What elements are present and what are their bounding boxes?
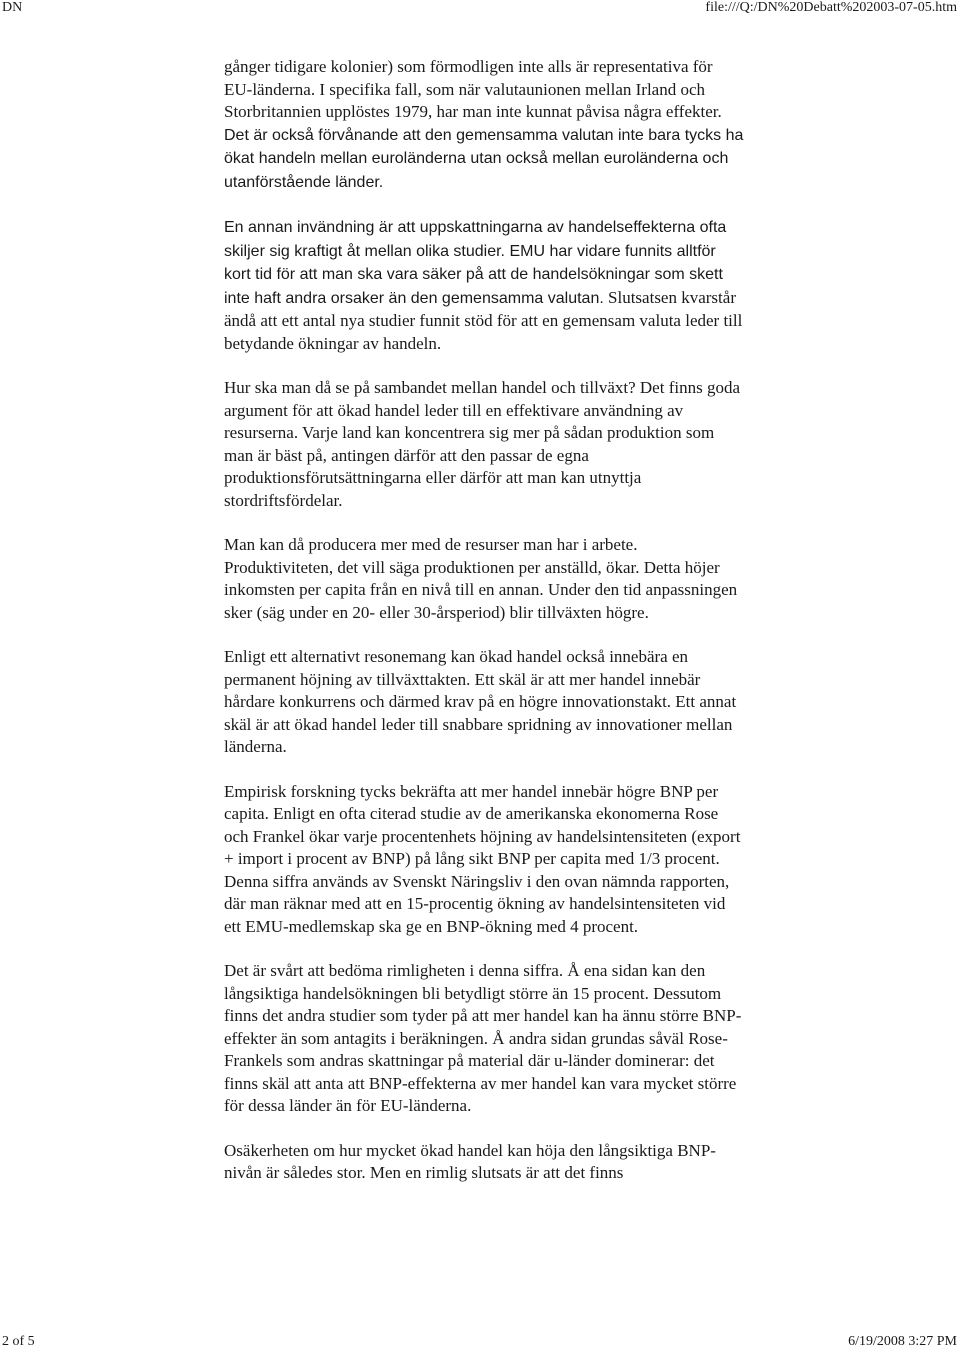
article-body	[224, 56, 744, 1185]
paragraph-8: Osäkerheten om hur mycket ökad handel kan höja den långsiktiga BNP-nivån är således stor. Men en rimlig slutsats är att det finns	[224, 1140, 716, 1182]
print-footer	[0, 1334, 960, 1354]
paragraph-2-part-b: Slutsatsen kvarstår ändå att ett antal nya studier funnit stöd för att en gemensam valuta leder till betydande ökningar av handeln.	[224, 287, 743, 353]
page-number: 2 of 5	[2, 1334, 35, 1349]
paragraph-1-part-a: gånger tidigare kolonier) som förmodligen inte alls är representativa för EU-länderna. I specifika fall, som när valutaunionen mellan Irland och Storbritannien upplöstes 1979, har man inte kunnat påvisa några effekter.	[224, 57, 722, 121]
header-file-path: file:///Q:/DN%20Debatt%202003-07-05.htm	[705, 0, 957, 15]
paragraph-2	[224, 216, 744, 355]
paragraph-1	[224, 56, 744, 194]
print-header	[0, 0, 960, 20]
paragraph-6: Empirisk forskning tycks bekräfta att mer handel innebär högre BNP per capita. Enligt en ofta citerad studie av de amerikanska ekonomerna Rose och Frankel ökar varje procentenhets höjning av handelsintensiteten (export + import i procent av BNP) på lång sikt BNP per capita med 1/3 procent. Denna siffra används av Svenskt Näringsliv i den ovan nämnda rapporten, där man räknar med att en 15-procentig ökning av handelsintensiteten vid ett EMU-medlemskap ska ge en BNP-ökning med 4 procent.	[224, 781, 741, 936]
paragraph-3: Hur ska man då se på sambandet mellan handel och tillväxt? Det finns goda argument för att ökad handel leder till en effektivare användning av resurserna. Varje land kan koncentrera sig mer på sådan produktion som man är bäst på, antingen därför att den passar de egna produktionsförutsättningarna eller därför att man kan utnyttja stordriftsfördelar.	[224, 378, 740, 510]
paragraph-4: Man kan då producera mer med de resurser man har i arbete. Produktiviteten, det vill säga produktionen per anställd, ökar. Detta höjer inkomsten per capita från en nivå till en annan. Under den tid anpassningen sker (säg under en 20- eller 30-årsperiod) blir tillväxten högre.	[224, 535, 738, 622]
paragraph-1-part-b: Det är också förvånande att den gemensamma valutan inte bara tycks ha ökat handeln mellan euroländerna utan också mellan euroländerna och utanförstående länder.	[224, 126, 744, 191]
print-timestamp: 6/19/2008 3:27 PM	[848, 1334, 957, 1349]
paragraph-5: Enligt ett alternativt resonemang kan ökad handel också innebära en permanent höjning av tillväxttakten. Ett skäl är att mer handel innebär hårdare konkurrens och därmed krav på en högre innovationstakt. Ett annat skäl är att ökad handel leder till snabbare spridning av innovationer mellan länderna.	[224, 647, 737, 756]
paragraph-2-part-a: En annan invändning är att uppskattningarna av handelseffekterna ofta skiljer sig kraftigt åt mellan olika studier. EMU har vidare funnits alltför kort tid för att man ska vara säker på att de handelsökningar som skett inte haft andra orsaker än den gemensamma valutan.	[224, 219, 727, 307]
paragraph-7: Det är svårt att bedöma rimligheten i denna siffra. Å ena sidan kan den långsiktiga handelsökningen bli betydligt större än 15 procent. Dessutom finns det andra studier som tyder på att mer handel kan ha ännu större BNP-effekter än som antagits i beräkningen. Å andra sidan grundas såväl Rose-Frankels som andras skattningar på material där u-länder dominerar: det finns skäl att anta att BNP-effekterna av mer handel kan vara mycket större för dessa länder än för EU-länderna.	[224, 961, 742, 1115]
header-title: DN	[2, 0, 23, 15]
